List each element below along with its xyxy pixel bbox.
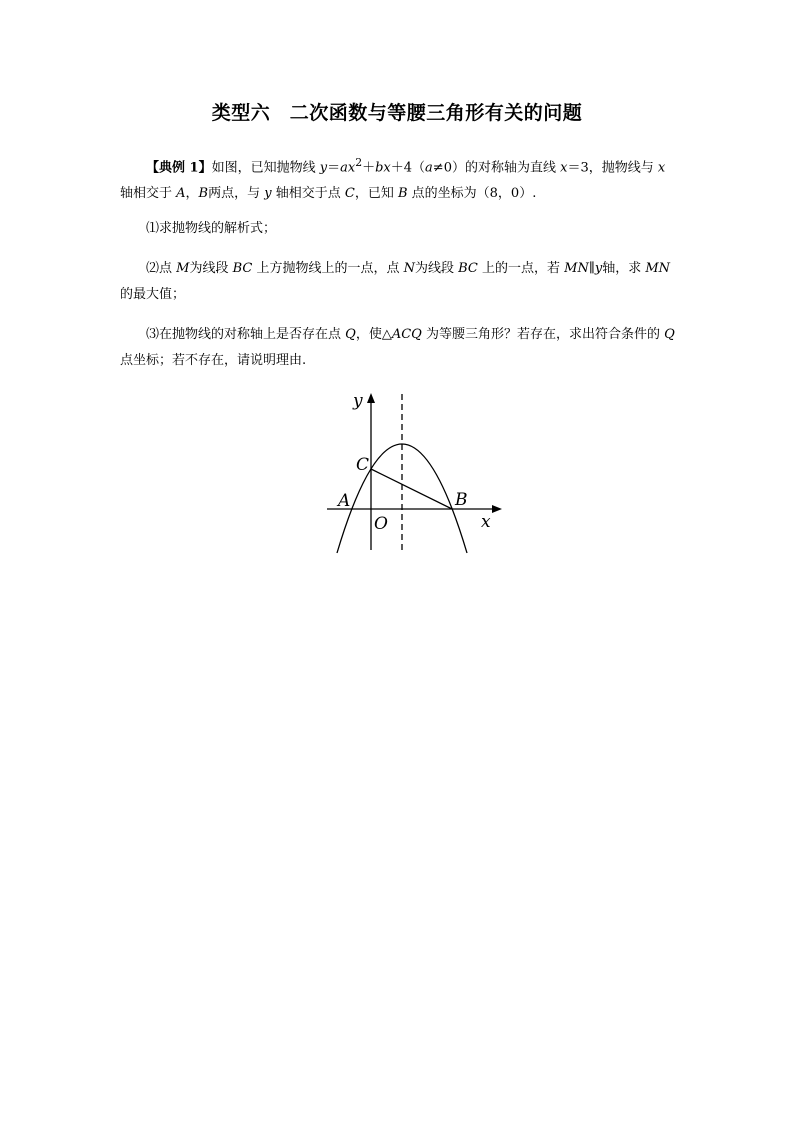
exponent: 2 [355, 156, 363, 169]
point-N: N [403, 261, 415, 276]
q2-text: 为线段 [189, 261, 233, 276]
point-A: A [176, 186, 186, 202]
var-bx: bx [375, 160, 391, 176]
q2-text: ⑵点 [146, 261, 177, 276]
intro-text: 点的坐标为（8，0）. [407, 186, 537, 202]
intro-text: ，已知 [354, 186, 398, 202]
intro-text: ≠0）的对称轴为直线 [432, 160, 561, 176]
segment-BC: BC [232, 261, 253, 276]
q2-text: ∥ [588, 261, 595, 276]
q2-text: 上方抛物线上的一点，点 [252, 261, 404, 276]
point-M: M [176, 261, 190, 276]
intro-text: ＋ [362, 160, 376, 176]
intro-text: 两点，与 [208, 186, 265, 202]
point-Q: Q [345, 327, 356, 342]
intro-text: 轴相交于点 [271, 186, 345, 202]
parabola-graph [322, 390, 502, 560]
q2-text: 上的一点，若 [477, 261, 565, 276]
segment-MN: MN [564, 261, 589, 276]
parabola-figure [322, 390, 502, 560]
q2-text: 轴，求 [602, 261, 646, 276]
var-a: a [425, 160, 433, 176]
question-2 [120, 256, 680, 308]
question-1: ⑴求抛物线的解析式； [146, 221, 277, 236]
var-y: y [264, 186, 272, 202]
q3-text: ⑶在抛物线的对称轴上是否存在点 [146, 327, 346, 342]
x-axis-arrow [492, 505, 502, 513]
q3-text: ，使△ [355, 327, 392, 342]
point-Q: Q [664, 327, 675, 342]
segment-BC: BC [458, 261, 478, 276]
point-B: B [198, 186, 209, 202]
var-x: x [657, 160, 666, 176]
q3-text: 点坐标；若不存在，请说明理由. [120, 353, 307, 368]
var-y: y [594, 261, 603, 276]
segment-MN: MN [645, 261, 671, 276]
intro-text: 轴相交于 [120, 186, 177, 202]
label-O: O [374, 514, 388, 534]
point-C: C [344, 186, 355, 202]
var-y: y [319, 160, 328, 176]
intro-text: 如图，已知抛物线 [211, 160, 320, 176]
q2-text: 为线段 [414, 261, 459, 276]
intro-text: ， [185, 186, 199, 202]
page-title: 类型六 二次函数与等腰三角形有关的问题 [211, 102, 583, 124]
var-x: x [560, 160, 568, 176]
problem-intro [120, 150, 680, 207]
label-x: x [481, 512, 491, 532]
point-B: B [397, 186, 408, 202]
intro-text: ＝3，抛物线与 [567, 160, 658, 176]
label-A: A [338, 491, 351, 511]
intro-text: ＋4（ [390, 160, 426, 176]
label-y: y [353, 391, 363, 411]
label-C: C [356, 455, 370, 475]
q3-text: 为等腰三角形？若存在，求出符合条件的 [421, 327, 665, 342]
q2-text: 的最大值； [120, 287, 186, 302]
label-B: B [455, 490, 468, 510]
example-tag: 【典例 1】 [146, 160, 212, 176]
var-ax: ax [340, 160, 356, 176]
question-3 [120, 322, 680, 374]
triangle-ACQ: ACQ [391, 327, 422, 342]
intro-text: ＝ [327, 160, 341, 176]
segment-cb [371, 469, 452, 509]
y-axis-arrow [367, 393, 375, 403]
